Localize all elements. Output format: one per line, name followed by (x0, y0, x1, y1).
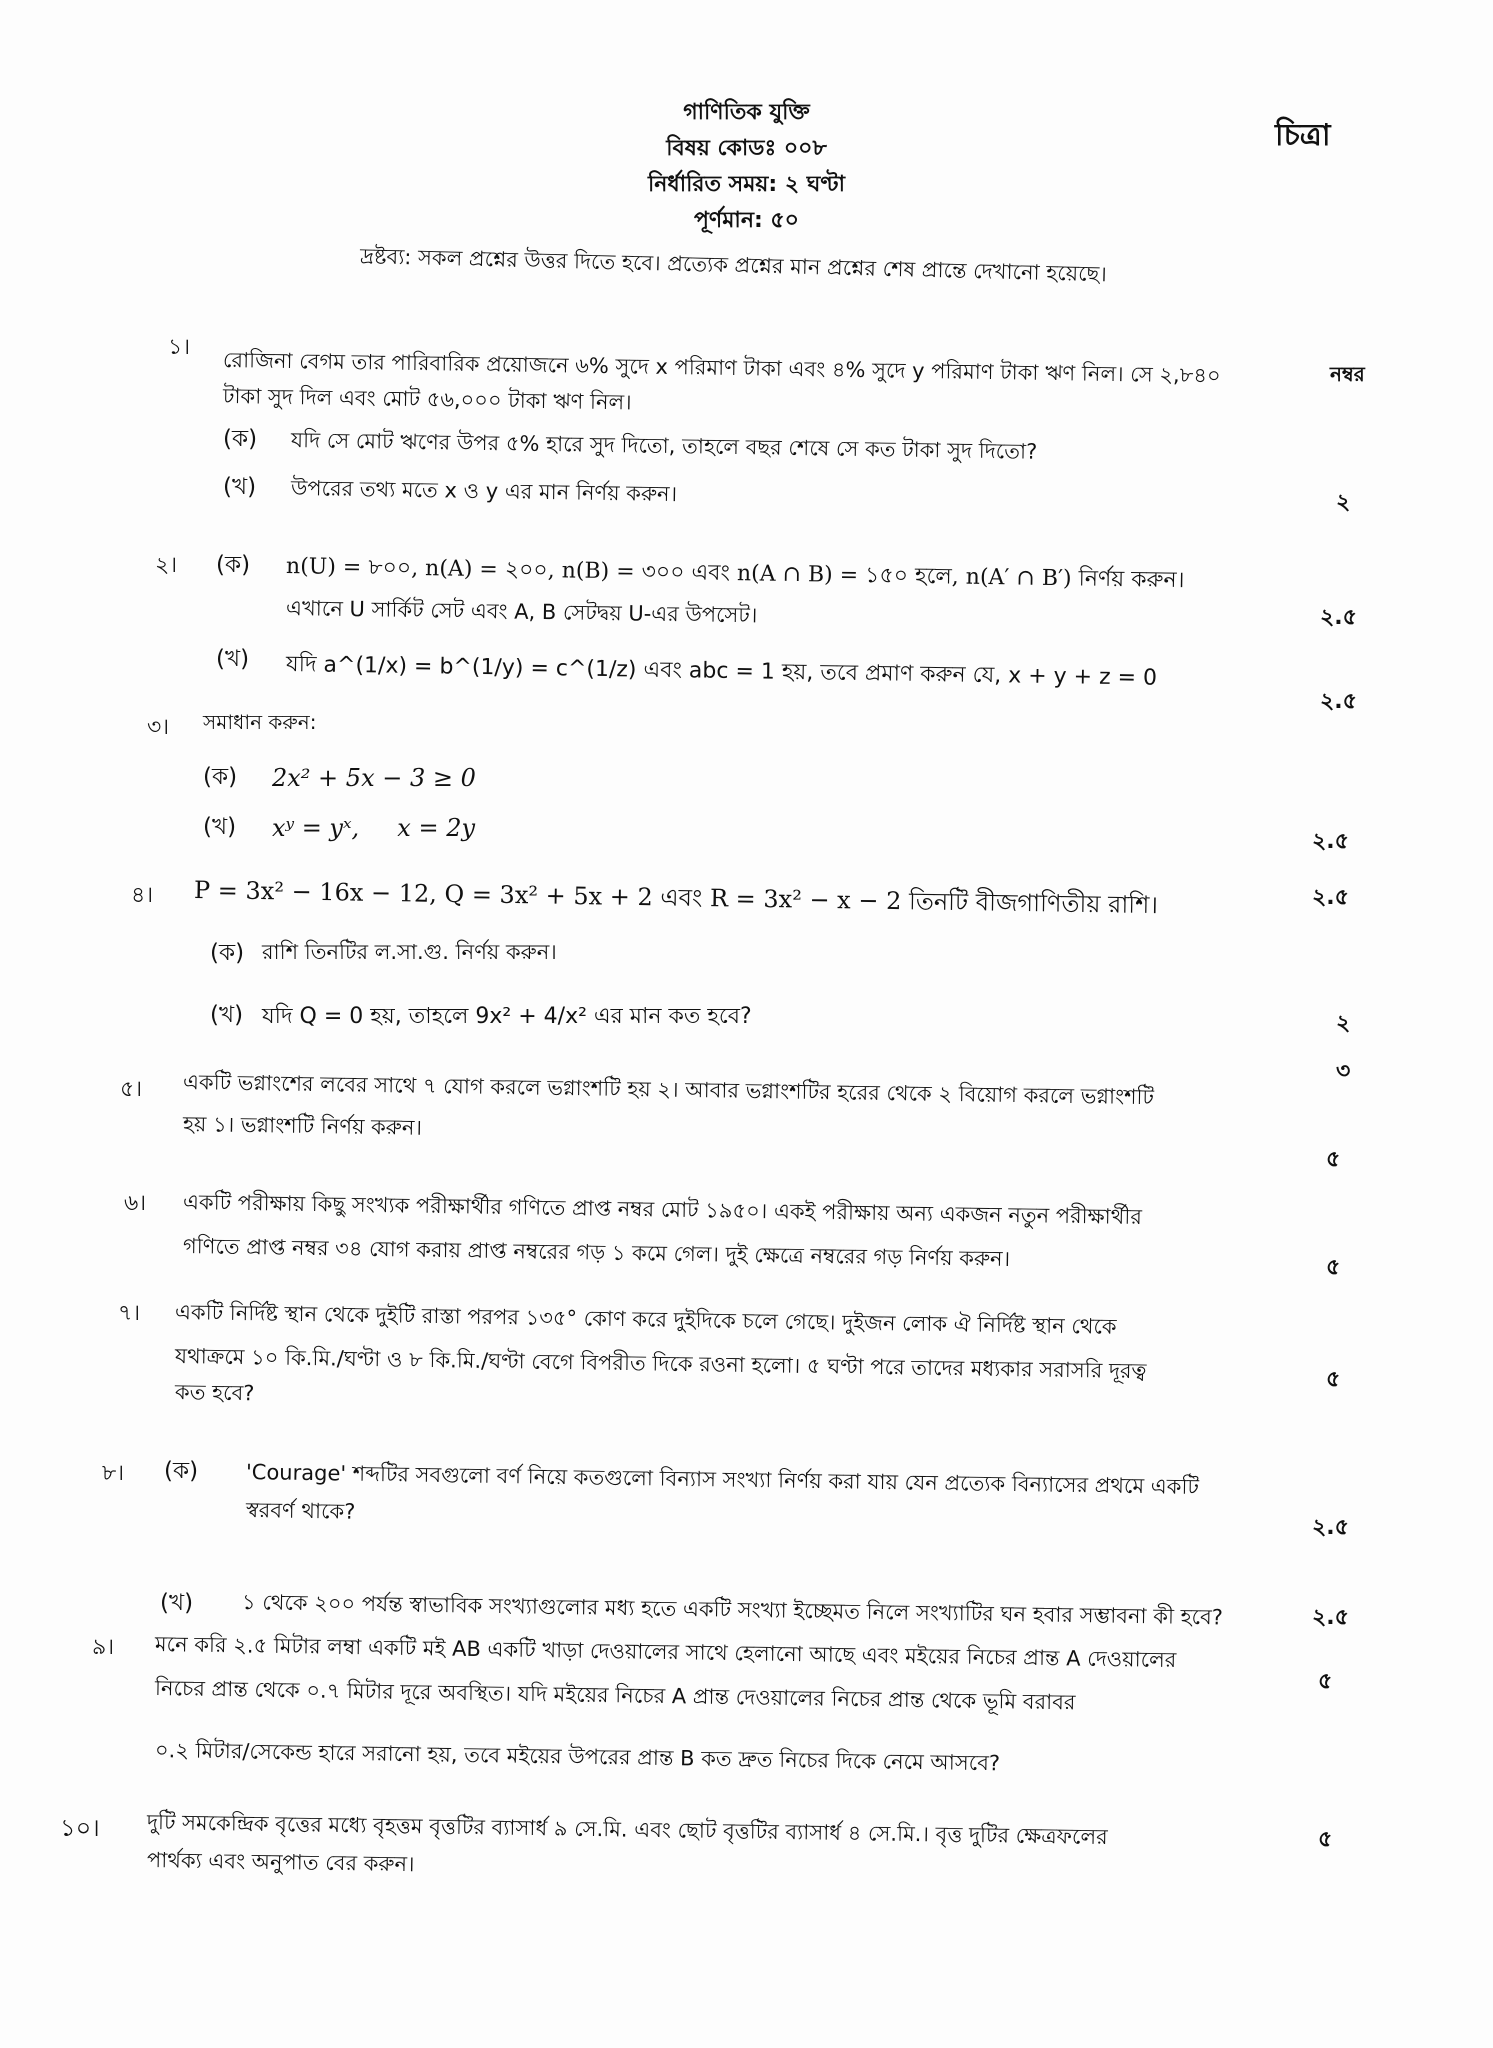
marks: ২ (1336, 1011, 1351, 1036)
question-number: ৭। (118, 1301, 141, 1326)
marks: ৫ (1326, 1367, 1341, 1392)
part-label: (খ) (223, 474, 257, 500)
part-label: (খ) (210, 1002, 244, 1028)
question-text: রোজিনা বেগম তার পারিবারিক প্রয়োজনে ৬% সুদে x পরিমাণ টাকা এবং ৪% সুদে y পরিমাণ টাকা ঋণ নিল। সে ২,৮৪০ (222, 348, 1221, 388)
part-text: এখানে U সার্কিট সেট এবং A, B সেটদ্বয় U-এর উপসেট। (285, 596, 758, 628)
question-text: টাকা সুদ দিল এবং মোট ৫৬,০০০ টাকা ঋণ নিল। (222, 384, 632, 415)
part-text: n(U) = ৮০০, n(A) = ২০০, n(B) = ৩০০ এবং n(A ∩ B) = ১৫০ হলে, n(A′ ∩ B′) নির্ণয় করুন। (285, 554, 1185, 594)
question-text: ০.২ মিটার/সেকেন্ড হারে সরানো হয়, তবে মইয়ের উপরের প্রান্ত B কত দ্রুত নিচের দিকে নেমে আসবে? (154, 1738, 1001, 1776)
question-number: ২। (155, 553, 178, 578)
set-name: চিত্রা (1275, 118, 1331, 153)
question-text: একটি ভগ্নাংশের লবের সাথে ৭ যোগ করলে ভগ্নাংশটি হয় ২। আবার ভগ্নাংশটির হরের থেকে ২ বিয়োগ করলে ভগ্নাংশটি (182, 1070, 1155, 1110)
part-label: (ক) (216, 552, 251, 578)
question-text: একটি নির্দিষ্ট স্থান থেকে দুইটি রাস্তা পরপর ১৩৫° কোণ করে দুইদিকে চলে গেছে। দুইজন লোক ঐ নির্দিষ্ট স্থান থেকে (174, 1300, 1117, 1339)
part-text: xʸ = yˣ, x = 2y (272, 814, 476, 842)
question-text: মনে করি ২.৫ মিটার লম্বা একটি মই AB একটি খাড়া দেওয়ালের সাথে হেলানো আছে এবং মইয়ের নিচের প্রান্ত A দেওয়ালের (154, 1632, 1177, 1673)
part-text: রাশি তিনটির ল.সা.গু. নির্ণয় করুন। (262, 940, 557, 964)
part-label: (ক) (210, 940, 245, 966)
part-label: (খ) (216, 646, 250, 672)
marks: ২.৫ (1312, 885, 1349, 910)
marks: ২.৫ (1320, 605, 1357, 630)
part-text: স্বরবর্ণ থাকে? (245, 1498, 356, 1524)
marks: ২.৫ (1312, 1515, 1349, 1540)
subject-title: গাণিতিক যুক্তি (683, 100, 810, 125)
instruction-note: দ্রষ্টব্য: সকল প্রশ্নের উত্তর দিতে হবে। প্রত্যেক প্রশ্নের মান প্রশ্নের শেষ প্রান্তে দেখানো হয়েছে। (359, 244, 1108, 287)
question-text: কত হবে? (174, 1380, 255, 1406)
marks: ২ (1336, 490, 1351, 515)
marks: ৩ (1336, 1059, 1351, 1084)
part-label: (খ) (160, 1590, 194, 1616)
question-text: সমাধান করুন: (203, 710, 317, 734)
question-number: ৯। (92, 1635, 115, 1660)
part-text: যদি a^(1/x) = b^(1/y) = c^(1/z) এবং abc = 1 হয়, তবে প্রমাণ করুন যে, x + y + z = 0 (285, 652, 1158, 691)
marks: ৫ (1318, 1669, 1333, 1694)
marks: ২.৫ (1320, 689, 1357, 714)
marks: ৫ (1326, 1147, 1341, 1172)
part-text: 'Courage' শব্দটির সবগুলো বর্ণ নিয়ে কতগুলো বিন্যাস সংখ্যা নির্ণয় করা যায় যেন প্রত্যেক বিন্যাসের প্রথমে একটি (245, 1460, 1200, 1499)
question-text: গণিতে প্রাপ্ত নম্বর ৩৪ যোগ করায় প্রাপ্ত নম্বরের গড় ১ কমে গেল। দুই ক্ষেত্রে নম্বরের গড় নির্ণয় করুন। (182, 1234, 1011, 1271)
question-number: ১০। (60, 1814, 100, 1842)
part-text: 2x² + 5x − 3 ≥ 0 (272, 764, 476, 792)
part-text: যদি Q = 0 হয়, তাহলে 9x² + 4/x² এর মান কত হবে? (262, 1004, 752, 1029)
part-label: (ক) (164, 1458, 199, 1484)
question-text: P = 3x² − 16x − 12, Q = 3x² + 5x + 2 এবং R = 3x² − x − 2 তিনটি বীজগাণিতীয় রাশি। (193, 876, 1159, 920)
subject-code: বিষয় কোডঃ ০০৮ (666, 136, 827, 161)
part-text: ১ থেকে ২০০ পর্যন্ত স্বাভাবিক সংখ্যাগুলোর মধ্য হতে একটি সংখ্যা ইচ্ছেমত নিলে সংখ্যাটির ঘন হবার সম্ভাবনা কী হবে? (241, 1590, 1224, 1630)
part-text: যদি সে মোট ঋণের উপর ৫% হারে সুদ দিতো, তাহলে বছর শেষে সে কত টাকা সুদ দিতো? (290, 428, 1038, 464)
question-number: ৪। (131, 883, 154, 908)
part-label: (খ) (203, 814, 237, 840)
marks-heading: নম্বর (1330, 362, 1365, 386)
question-text: হয় ১। ভগ্নাংশটি নির্ণয় করুন। (182, 1112, 423, 1140)
marks: ২.৫ (1312, 829, 1349, 854)
marks: ২.৫ (1312, 1605, 1349, 1630)
full-marks: পূর্ণমান: ৫০ (693, 208, 799, 233)
question-number: ১। (168, 335, 191, 360)
question-number: ৫। (120, 1077, 143, 1102)
question-text: দুটি সমকেন্দ্রিক বৃত্তের মধ্যে বৃহত্তম বৃত্তটির ব্যাসার্ধ ৯ সে.মি. এবং ছোট বৃত্তটির ব্যাসার্ধ ৪ সে.মি.। বৃত্ত দুটির ক্ষেত্রফলের (146, 1810, 1108, 1850)
part-text: উপরের তথ্য মতে x ও y এর মান নির্ণয় করুন। (290, 476, 678, 507)
question-text: নিচের প্রান্ত থেকে ০.৭ মিটার দূরে অবস্থিত। যদি মইয়ের নিচের A প্রান্ত দেওয়ালের নিচের প্রান্ত থেকে ভূমি বরাবর (154, 1676, 1076, 1715)
question-text: যথাক্রমে ১০ কি.মি./ঘণ্টা ও ৮ কি.মি./ঘণ্টা বেগে বিপরীত দিকে রওনা হলো। ৫ ঘণ্টা পরে তাদের মধ্যকার সরাসরি দূরত্ব (174, 1344, 1147, 1384)
marks: ৫ (1318, 1827, 1333, 1852)
exam-time: নির্ধারিত সময়: ২ ঘণ্টা (647, 172, 846, 197)
part-label: (ক) (203, 764, 238, 790)
part-label: (ক) (223, 426, 258, 452)
question-text: একটি পরীক্ষায় কিছু সংখ্যক পরীক্ষার্থীর গণিতে প্রাপ্ত নম্বর মোট ১৯৫০। একই পরীক্ষায় অন্য একজন নতুন পরীক্ষার্থীর (182, 1190, 1143, 1230)
question-number: ৬। (124, 1191, 147, 1216)
question-number: ৩। (147, 715, 170, 740)
marks: ৫ (1326, 1255, 1341, 1280)
question-text: পার্থক্য এবং অনুপাত বের করুন। (146, 1848, 415, 1877)
question-number: ৮। (102, 1461, 125, 1486)
